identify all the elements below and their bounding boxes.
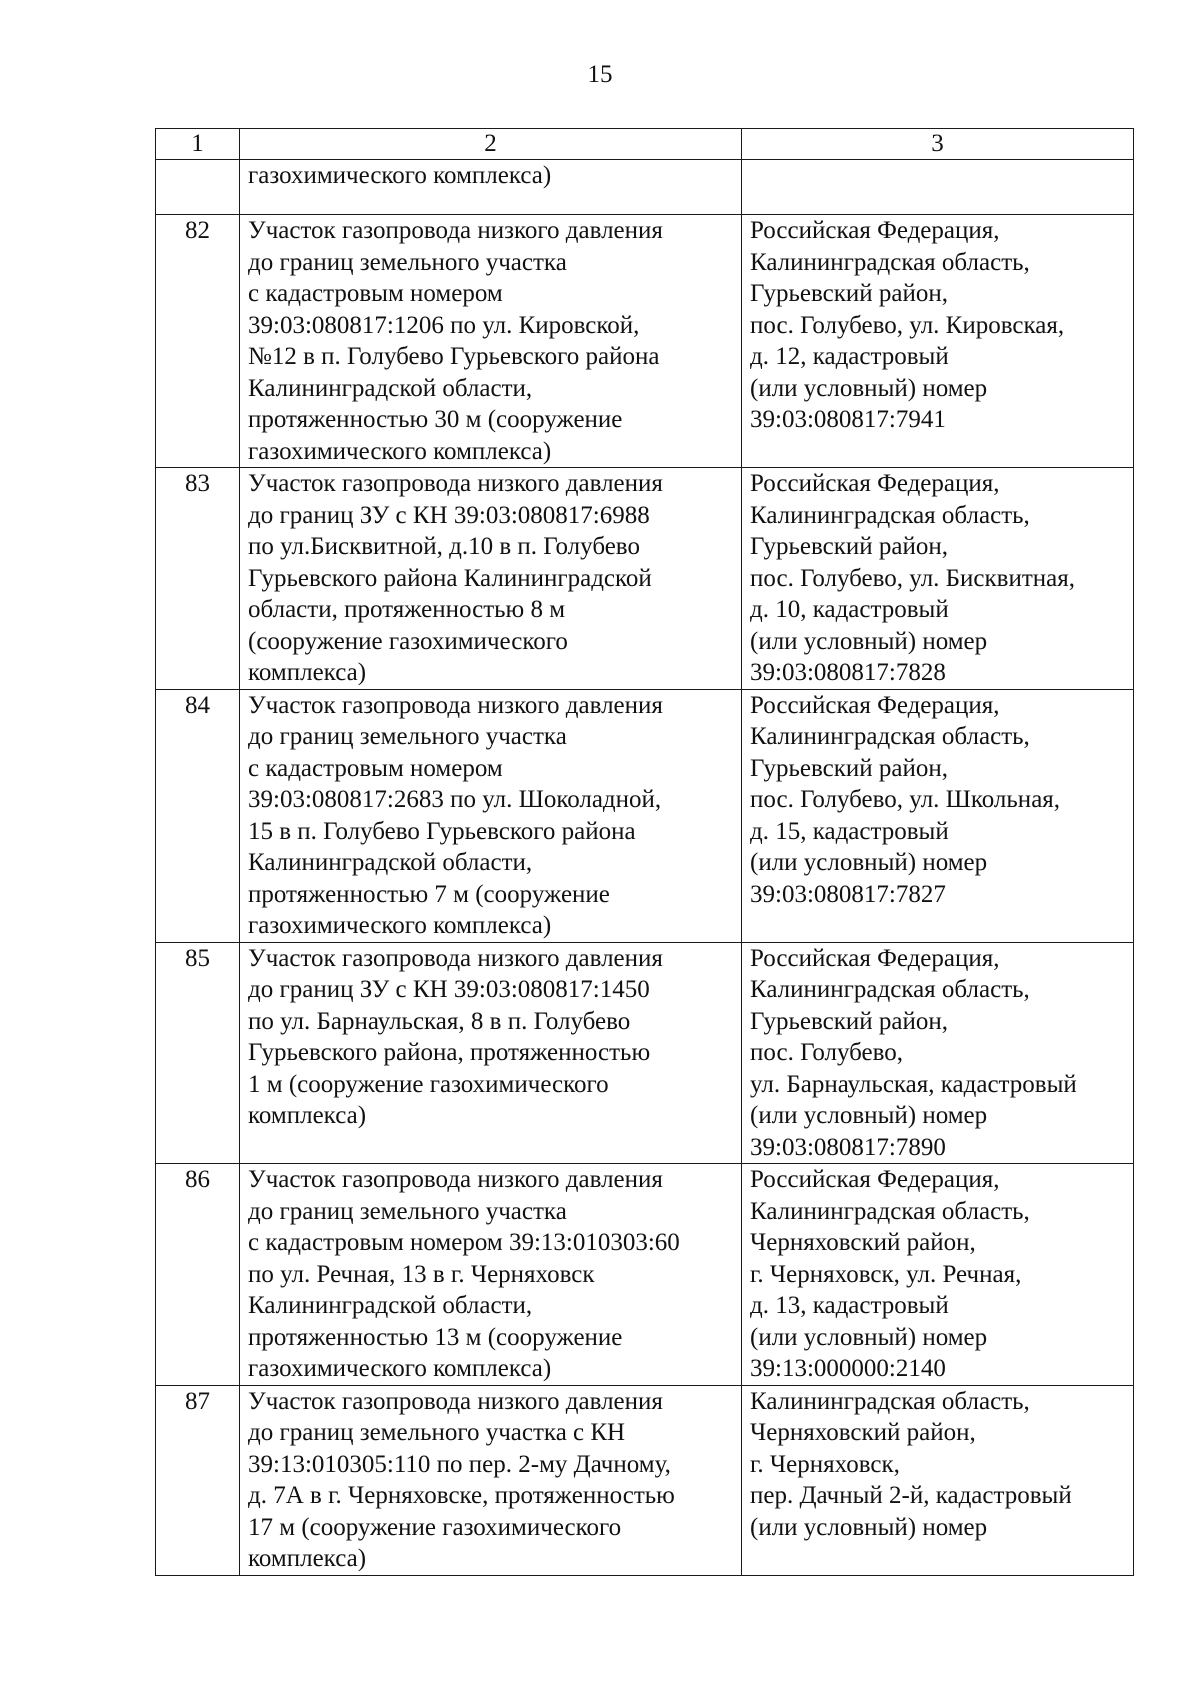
address-cell: Российская Федерация, Калининградская область, Гурьевский район, пос. Голубево, ул. Бисквитная, д. 10, кадастровый (или условный) номер 39:03:080817:7828 [742,468,1134,690]
column-header-description: 2 [240,129,742,160]
page-number: 15 [587,61,613,88]
table-header-row [156,129,1134,160]
row-number-cell: 86 [156,1164,240,1386]
address-cell: Российская Федерация, Калининградская область, Гурьевский район, пос. Голубево, ул. Кировская, д. 12, кадастровый (или условный) номер 39:03:080817:7941 [742,215,1134,468]
description-cell: Участок газопровода низкого давления до границ ЗУ с КН 39:03:080817:1450 по ул. Барнаульская, 8 в п. Голубево Гурьевского района, протяженностью 1 м (сооружение газохимического комплекса) [240,942,742,1164]
description-cell: Участок газопровода низкого давления до границ ЗУ с КН 39:03:080817:6988 по ул.Бисквитной, д.10 в п. Голубево Гурьевского района Калининградской области, протяженностью 8 м (сооружение газохимического комплекса) [240,468,742,690]
address-cell: Российская Федерация, Калининградская область, Черняховский район, г. Черняховск, ул. Речная, д. 13, кадастровый (или условный) номер 39:13:000000:2140 [742,1164,1134,1386]
table-row [156,1164,1134,1386]
row-number-cell: 87 [156,1385,240,1575]
address-cell: Российская Федерация, Калининградская область, Гурьевский район, пос. Голубево, ул. Школьная, д. 15, кадастровый (или условный) номер 39:03:080817:7827 [742,689,1134,942]
address-cell [742,160,1134,215]
row-number-cell: 82 [156,215,240,468]
description-cell: Участок газопровода низкого давления до границ земельного участка с кадастровым номером 39:13:010303:60 по ул. Речная, 13 в г. Черняховск Калининградской области, протяженностью 13 м (сооружение газохимического комплекса) [240,1164,742,1386]
row-number-cell: 84 [156,689,240,942]
table-row [156,689,1134,942]
row-number-cell: 83 [156,468,240,690]
description-cell: газохимического комплекса) [240,160,742,215]
table-row [156,468,1134,690]
registry-table [155,128,1134,1576]
table-row-continuation [156,160,1134,215]
row-number-cell: 85 [156,942,240,1164]
description-cell: Участок газопровода низкого давления до границ земельного участка с КН 39:13:010305:110 по пер. 2-му Дачному, д. 7А в г. Черняховске, протяженностью 17 м (сооружение газохимического комплекса) [240,1385,742,1575]
column-header-address: 3 [742,129,1134,160]
address-cell: Калининградская область, Черняховский район, г. Черняховск, пер. Дачный 2-й, кадастровый (или условный) номер [742,1385,1134,1575]
row-number-cell [156,160,240,215]
table-row [156,942,1134,1164]
description-cell: Участок газопровода низкого давления до границ земельного участка с кадастровым номером 39:03:080817:1206 по ул. Кировской, №12 в п. Голубево Гурьевского района Калининградской области, протяженностью 30 м (сооружение газохимического комплекса) [240,215,742,468]
address-cell: Российская Федерация, Калининградская область, Гурьевский район, пос. Голубево, ул. Барнаульская, кадастровый (или условный) номер 39:03:080817:7890 [742,942,1134,1164]
table-row [156,215,1134,468]
description-cell: Участок газопровода низкого давления до границ земельного участка с кадастровым номером 39:03:080817:2683 по ул. Шоколадной, 15 в п. Голубево Гурьевского района Калининградской области, протяженностью 7 м (сооружение газохимического комплекса) [240,689,742,942]
column-header-number: 1 [156,129,240,160]
table-row [156,1385,1134,1575]
